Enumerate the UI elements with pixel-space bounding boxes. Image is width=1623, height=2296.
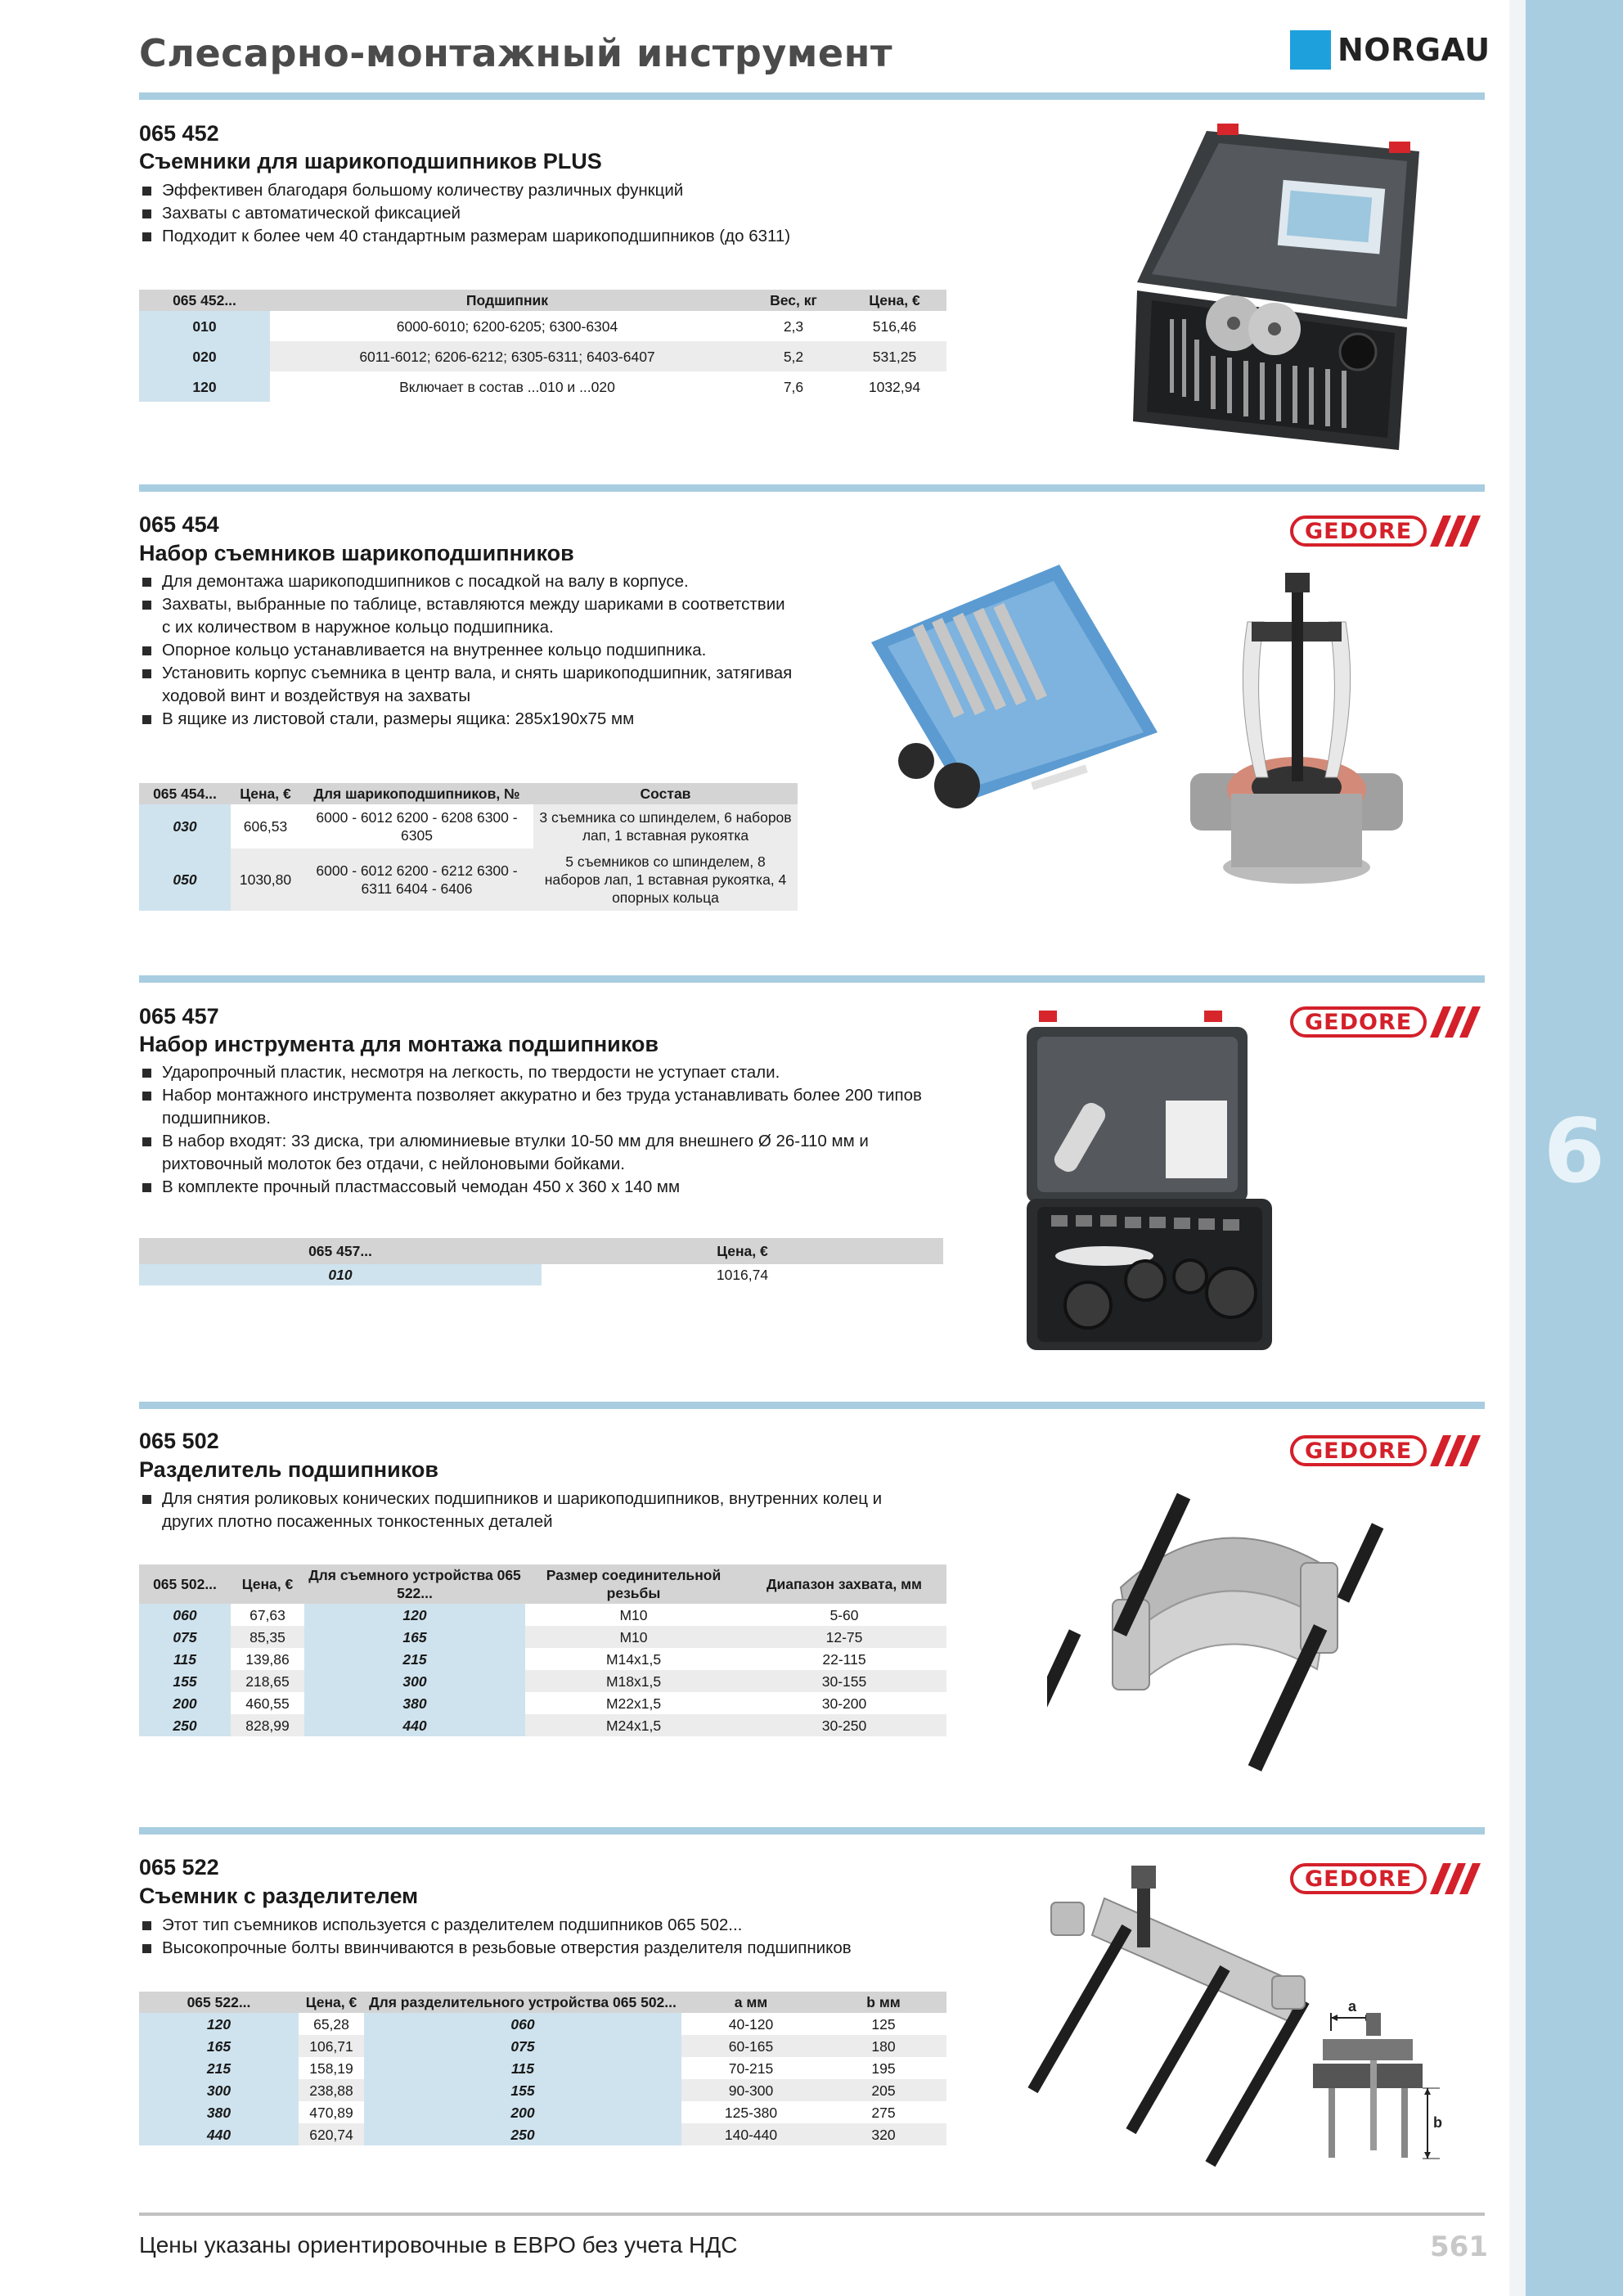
product-title: Съемники для шарикоподшипников PLUS <box>139 149 602 173</box>
column-header: 065 522... <box>139 1992 299 2013</box>
brand-stripes-icon <box>1430 515 1487 547</box>
price-cell: 158,19 <box>309 2060 353 2077</box>
article-cell: 030 <box>139 804 231 849</box>
article-cell: 075 <box>139 1626 231 1648</box>
table-cell: 075 <box>364 2035 681 2057</box>
product-code: 065 522 <box>139 1855 219 1880</box>
table-cell: 205 <box>820 2079 946 2101</box>
table-cell: 300 <box>304 1670 525 1692</box>
table-cell: 7,6 <box>783 378 804 395</box>
footer-divider <box>139 2213 1485 2216</box>
column-header: b мм <box>820 1992 946 2013</box>
table-cell: Включает в состав ...010 и ...020 <box>399 378 615 395</box>
table-cell: 40-120 <box>728 2015 774 2033</box>
article-cell: 250 <box>139 1714 231 1736</box>
logo-text: NORGAU <box>1338 32 1490 68</box>
dimension-b-label: b <box>1433 2114 1442 2131</box>
price-cell: 65,28 <box>313 2015 349 2033</box>
table-cell: 6000 - 6012 6200 - 6212 6300 - 6311 6404 - 6406 <box>300 849 533 911</box>
page-edge <box>1509 0 1526 2296</box>
price-cell: 470,89 <box>309 2104 353 2121</box>
table-cell: 30-200 <box>821 1695 867 1712</box>
brand-name: GEDORE <box>1290 1863 1427 1894</box>
spec-table <box>139 290 946 402</box>
table-cell: 2,3 <box>783 317 804 335</box>
table-row <box>139 1648 946 1670</box>
article-cell: 380 <box>139 2101 299 2123</box>
steel-case-puller-set-image <box>867 565 1162 892</box>
price-cell: 1030,80 <box>231 849 300 911</box>
price-cell: 67,63 <box>250 1606 285 1623</box>
chapter-tab <box>1526 0 1623 2296</box>
table-row <box>139 2079 946 2101</box>
column-header: Подшипник <box>270 290 744 311</box>
table-row <box>139 341 946 371</box>
brand-name: GEDORE <box>1290 1006 1427 1038</box>
feature-item: Высокопрочные болты ввинчиваются в резьбовые отверстия разделителя подшипников <box>141 1937 926 1960</box>
table-cell: 155 <box>364 2079 681 2101</box>
price-cell: 1016,74 <box>716 1267 769 1283</box>
column-header: 065 502... <box>139 1564 231 1604</box>
spec-table <box>139 1238 943 1285</box>
product-code: 065 502 <box>139 1429 219 1453</box>
table-row <box>139 1604 946 1626</box>
table-row <box>139 1670 946 1692</box>
column-header: Размер соединительной резьбы <box>525 1564 742 1604</box>
article-cell: 440 <box>139 2123 299 2145</box>
section-divider <box>139 92 1485 100</box>
article-cell: 050 <box>139 849 231 911</box>
product-title: Набор инструмента для монтажа подшипников <box>139 1032 659 1056</box>
table-cell: 250 <box>364 2123 681 2145</box>
column-header: Цена, € <box>843 290 946 311</box>
feature-item: Подходит к более чем 40 стандартным размерам шарикоподшипников (до 6311) <box>141 225 790 248</box>
table-row <box>139 849 798 911</box>
price-cell: 828,99 <box>231 1714 304 1736</box>
brand-name: GEDORE <box>1290 1435 1427 1466</box>
section-divider <box>139 975 1485 983</box>
table-cell: 180 <box>820 2035 946 2057</box>
price-cell: 85,35 <box>231 1626 304 1648</box>
table-cell: 5,2 <box>744 341 843 371</box>
table-cell: 140-440 <box>681 2123 820 2145</box>
column-header: Вес, кг <box>744 290 843 311</box>
brand-stripes-icon <box>1430 1863 1487 1894</box>
column-header: Диапазон захвата, мм <box>742 1564 946 1604</box>
price-cell: 238,88 <box>299 2079 364 2101</box>
article-cell: 200 <box>139 1692 231 1714</box>
product-code: 065 452 <box>139 121 219 146</box>
table-cell: 3 съемника со шпинделем, 6 наборов лап, 1 вставная рукоятка <box>533 804 798 849</box>
article-cell: 215 <box>139 2057 299 2079</box>
table-cell: M10 <box>525 1626 742 1648</box>
table-cell: 120 <box>304 1604 525 1626</box>
article-cell: 120 <box>139 371 270 402</box>
table-row <box>139 2123 946 2145</box>
column-header: Состав <box>533 783 798 804</box>
feature-item: Для снятия роликовых конических подшипников и шарикоподшипников, внутренних колец и других плотно посаженных тонкостенных деталей <box>141 1488 926 1533</box>
feature-item: Этот тип съемников используется с разделителем подшипников 065 502... <box>141 1914 926 1937</box>
column-header: a мм <box>681 1992 820 2013</box>
table-header-row <box>139 1564 946 1604</box>
price-cell: 106,71 <box>299 2035 364 2057</box>
table-cell: 165 <box>304 1626 525 1648</box>
article-cell: 010 <box>139 311 270 341</box>
table-header-row <box>139 1992 946 2013</box>
table-cell: 215 <box>304 1648 525 1670</box>
column-header: Для разделительного устройства 065 502... <box>364 1992 681 2013</box>
price-cell: 531,25 <box>843 341 946 371</box>
table-row <box>139 2035 946 2057</box>
norgau-logo <box>1290 30 1490 70</box>
article-cell: 020 <box>139 341 270 371</box>
table-cell: 70-215 <box>728 2060 774 2077</box>
feature-list <box>141 1061 955 1199</box>
table-cell: 12-75 <box>742 1626 946 1648</box>
feature-list <box>141 179 790 248</box>
brand-name: GEDORE <box>1290 515 1427 547</box>
dimension-diagram <box>1305 1998 1444 2170</box>
column-header: 065 457... <box>139 1238 542 1264</box>
table-cell: M22x1,5 <box>605 1695 662 1712</box>
puller-on-bearing-image <box>1190 573 1403 884</box>
column-header: Цена, € <box>299 1992 364 2013</box>
article-cell: 300 <box>139 2079 299 2101</box>
product-title: Съемник с разделителем <box>139 1884 419 1908</box>
page-number: 561 <box>1430 2231 1488 2263</box>
table-cell: 115 <box>364 2057 681 2079</box>
table-row <box>139 1626 946 1648</box>
table-cell: 380 <box>304 1692 525 1714</box>
column-header: Для шарикоподшипников, № <box>300 783 533 804</box>
table-cell: 6000 - 6012 6200 - 6208 6300 - 6305 <box>316 809 518 844</box>
table-cell: 440 <box>304 1714 525 1736</box>
article-cell: 120 <box>139 2013 299 2035</box>
brand-stripes-icon <box>1430 1006 1487 1038</box>
article-cell: 165 <box>139 2035 299 2057</box>
feature-item: В ящике из листовой стали, размеры ящика: 285x190x75 мм <box>141 708 795 731</box>
table-cell: 5-60 <box>829 1606 859 1623</box>
feature-item: Установить корпус съемника в центр вала, и снять шарикоподшипник, затягивая ходовой винт и воздействуя на захваты <box>141 662 795 708</box>
spec-table <box>139 1564 946 1736</box>
price-cell: 460,55 <box>245 1695 290 1712</box>
bearing-fitting-kit-case-image <box>1023 1011 1276 1354</box>
table-row <box>139 1714 946 1736</box>
table-cell: 125-380 <box>724 2104 778 2121</box>
price-cell: 516,46 <box>872 317 917 335</box>
page-title: Слесарно-монтажный инструмент <box>139 31 893 75</box>
feature-item: Набор монтажного инструмента позволяет аккуратно и без труда устанавливать более 200 типов подшипников. <box>141 1084 955 1130</box>
column-header: Цена, € <box>231 1564 304 1604</box>
table-cell: 060 <box>364 2013 681 2035</box>
table-cell: 22-115 <box>822 1650 866 1668</box>
feature-item: Опорное кольцо устанавливается на внутреннее кольцо подшипника. <box>141 639 795 662</box>
feature-item: Захваты, выбранные по таблице, вставляются между шариками в соответствии с их количеством в наружное кольцо подшипника. <box>141 593 795 639</box>
article-cell: 010 <box>139 1264 542 1285</box>
table-row <box>139 2101 946 2123</box>
feature-item: В набор входят: 33 диска, три алюминиевые втулки 10-50 мм для внешнего Ø 26-110 мм и рихтовочный молоток без отдачи, с нейлоновыми бойками. <box>141 1130 955 1176</box>
price-cell: 606,53 <box>243 818 288 835</box>
table-cell: 125 <box>871 2015 896 2033</box>
price-cell: 1032,94 <box>868 378 921 395</box>
gedore-logo <box>1290 1434 1487 1468</box>
table-cell: 6011-6012; 6206-6212; 6305-6311; 6403-6407 <box>270 341 744 371</box>
feature-item: Захваты с автоматической фиксацией <box>141 202 790 225</box>
spec-table <box>139 1992 946 2145</box>
section-divider <box>139 1402 1485 1409</box>
column-header: 065 452... <box>139 290 270 311</box>
product-title: Набор съемников шарикоподшипников <box>139 541 574 565</box>
table-cell: M14x1,5 <box>605 1650 662 1668</box>
bearing-separator-image <box>1047 1481 1391 1792</box>
column-header: Цена, € <box>542 1238 943 1264</box>
table-row <box>139 1264 943 1285</box>
product-code: 065 454 <box>139 512 219 537</box>
dimension-a-label: a <box>1348 1998 1357 2015</box>
table-row <box>139 1692 946 1714</box>
table-cell: 200 <box>364 2101 681 2123</box>
feature-list <box>141 570 795 731</box>
feature-item: Ударопрочный пластик, несмотря на легкость, по твердости не уступает стали. <box>141 1061 955 1084</box>
puller-with-separator-image <box>978 1866 1321 2185</box>
section-divider <box>139 1827 1485 1835</box>
table-cell: 30-250 <box>742 1714 946 1736</box>
gedore-logo <box>1290 1005 1487 1039</box>
feature-list <box>141 1488 926 1533</box>
table-cell: M18x1,5 <box>525 1670 742 1692</box>
table-cell: 60-165 <box>681 2035 820 2057</box>
price-cell: 620,74 <box>299 2123 364 2145</box>
feature-item: Для демонтажа шарикоподшипников с посадкой на валу в корпусе. <box>141 570 795 593</box>
feature-list <box>141 1914 926 1960</box>
brand-stripes-icon <box>1430 1435 1487 1466</box>
table-cell: 6000-6010; 6200-6205; 6300-6304 <box>396 317 618 335</box>
article-cell: 155 <box>139 1670 231 1692</box>
table-header-row <box>139 783 798 804</box>
column-header: 065 454... <box>139 783 231 804</box>
section-divider <box>139 484 1485 492</box>
table-header-row <box>139 1238 943 1264</box>
column-header: Цена, € <box>231 783 300 804</box>
price-cell: 139,86 <box>245 1650 290 1668</box>
table-cell: 30-155 <box>742 1670 946 1692</box>
table-cell: 5 съемников со шпинделем, 8 наборов лап, 1 вставная рукоятка, 4 опорных кольца <box>533 849 798 911</box>
article-cell: 115 <box>139 1648 231 1670</box>
table-cell: 275 <box>871 2104 896 2121</box>
table-row <box>139 311 946 341</box>
feature-item: Эффективен благодаря большому количеству различных функций <box>141 179 790 202</box>
table-cell: 320 <box>820 2123 946 2145</box>
column-header: Для съемного устройства 065 522... <box>304 1564 525 1604</box>
table-cell: M10 <box>619 1606 648 1623</box>
table-cell: 195 <box>871 2060 896 2077</box>
gedore-logo <box>1290 514 1487 548</box>
table-row <box>139 2057 946 2079</box>
table-cell: 90-300 <box>681 2079 820 2101</box>
article-cell: 060 <box>139 1604 231 1626</box>
feature-item: В комплекте прочный пластмассовый чемодан 450 x 360 x 140 мм <box>141 1176 955 1199</box>
price-note: Цены указаны ориентировочные в ЕВРО без учета НДС <box>139 2232 738 2258</box>
product-code: 065 457 <box>139 1004 219 1029</box>
table-row <box>139 371 946 402</box>
price-cell: 218,65 <box>231 1670 304 1692</box>
table-row <box>139 804 798 849</box>
bearing-puller-case-image <box>1129 119 1448 462</box>
product-title: Разделитель подшипников <box>139 1457 438 1482</box>
logo-square-icon <box>1290 30 1331 70</box>
chapter-number: 6 <box>1543 1101 1606 1203</box>
table-header-row <box>139 290 946 311</box>
table-cell: M24x1,5 <box>525 1714 742 1736</box>
table-row <box>139 2013 946 2035</box>
spec-table <box>139 783 798 911</box>
